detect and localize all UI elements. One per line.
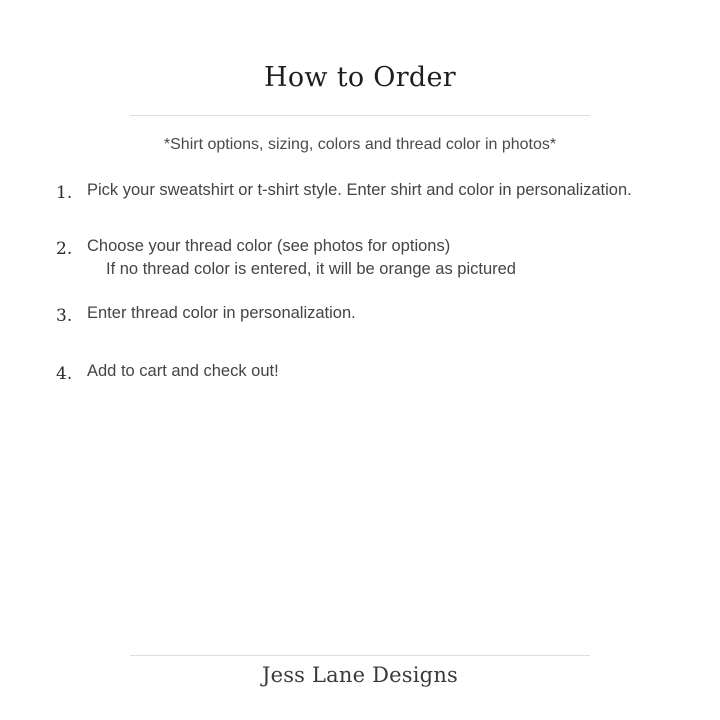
top-divider <box>130 115 590 116</box>
step-number: 4. <box>56 364 73 384</box>
step-number: 3. <box>56 306 73 326</box>
step-number: 2. <box>56 239 73 259</box>
step-note: If no thread color is entered, it will be orange as pictured <box>106 260 516 278</box>
page-title: How to Order <box>264 62 456 93</box>
step-text: Enter thread color in personalization. <box>87 304 356 322</box>
bottom-divider <box>130 655 590 656</box>
page-subtitle: *Shirt options, sizing, colors and thread color in photos* <box>163 136 557 153</box>
step-number: 1. <box>56 183 73 203</box>
step-text: Choose your thread color (see photos for options) <box>87 237 451 255</box>
step-text: Add to cart and check out! <box>87 362 279 380</box>
brand-name: Jess Lane Designs <box>261 663 459 687</box>
step-text: Pick your sweatshirt or t-shirt style. Enter shirt and color in personalization. <box>87 181 632 199</box>
